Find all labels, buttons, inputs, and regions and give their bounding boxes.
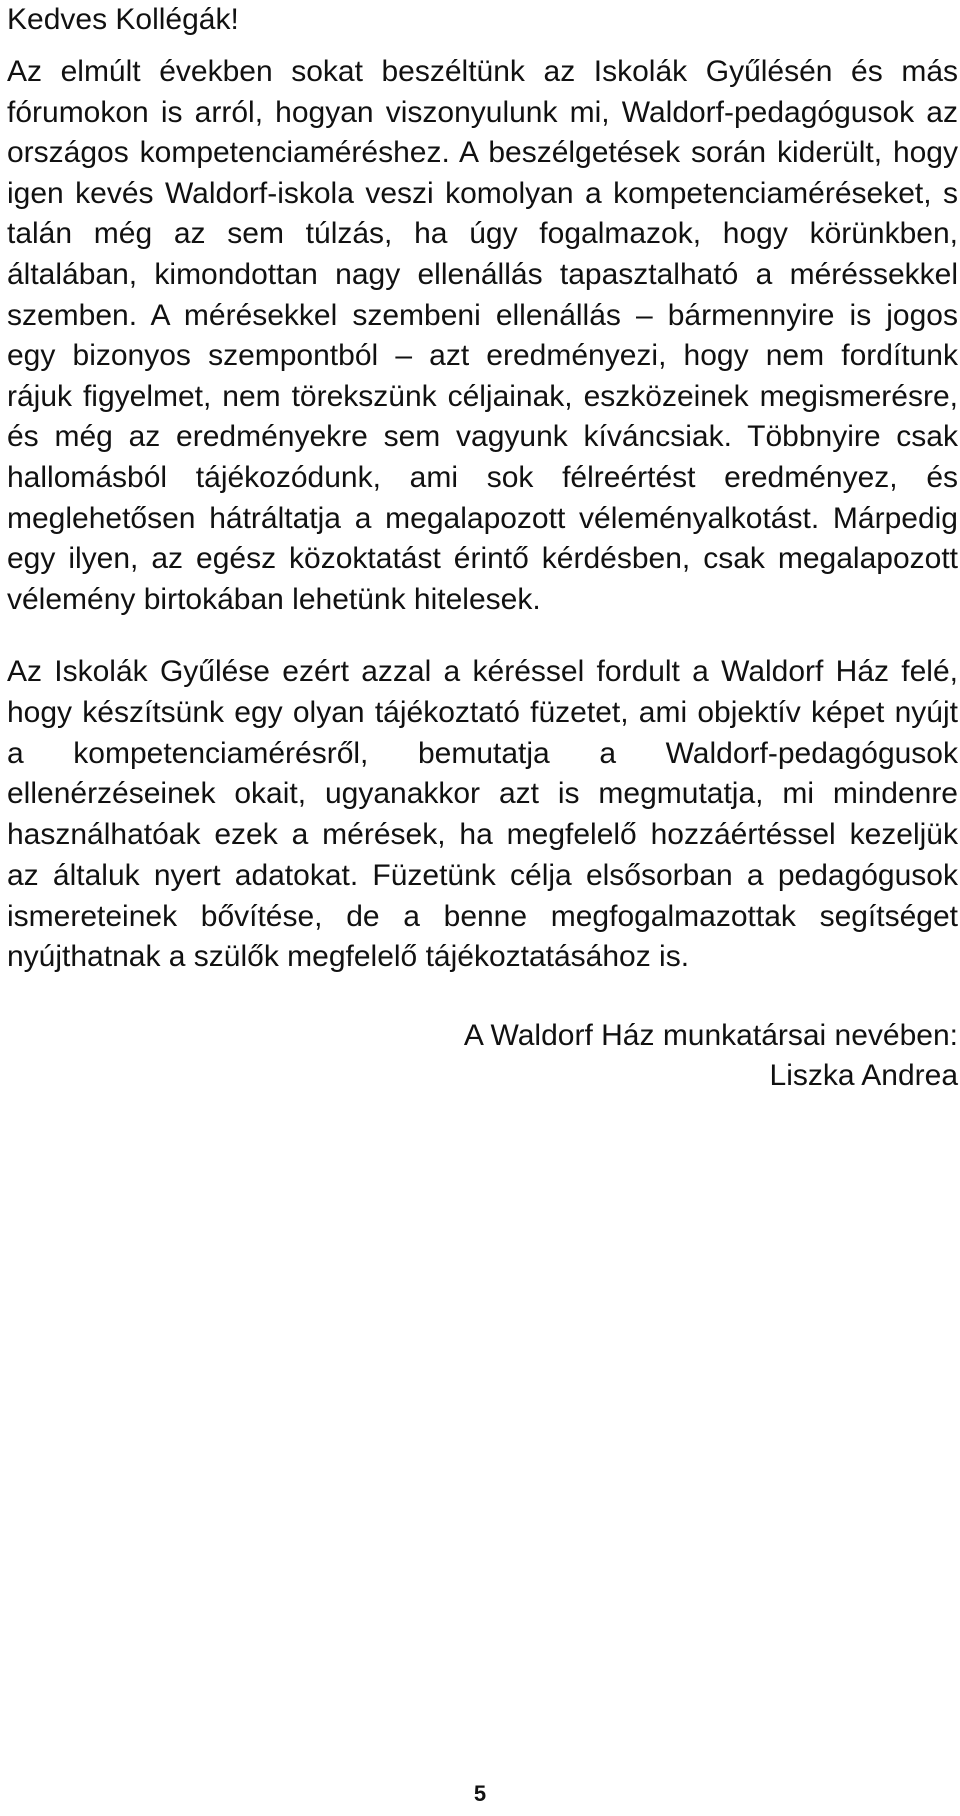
intro-paragraph: Az elmúlt években sokat beszéltünk az Iskolák Gyűlésén és más fórumokon is arról, hogyan viszonyulunk mi, Waldorf-pedagógusok az országos kompetenciaméréshez. A beszélgetések során kiderült, hogy igen kevés Waldorf-iskola veszi komolyan a kompetenciaméréseket, s talán még az sem túlzás, ha úgy fogalmazok, hogy körünkben, általában, kimondottan nagy ellenállás tapasztalható a méréssekkel szemben. A mérésekkel szembeni ellenállás – bármennyire is jogos egy bizonyos szempontból – azt eredményezi, hogy nem fordítunk rájuk figyelmet, nem törekszünk céljainak, eszközeinek megismerésre, és még az eredményekre sem vagyunk kíváncsiak. Többnyire csak hallomásból tájékozódunk, ami sok félreértést eredményez, és meglehetősen hátráltatja a megalapozott véleményalkotást. Márpedig egy ilyen, az egész közoktatást érintő kérdésben, csak megalapozott vélemény birtokában lehetünk hitelesek. <box>7 55 958 616</box>
document-page <box>7 0 958 1096</box>
page-number: 5 <box>473 1781 487 1806</box>
body-paragraph: Az Iskolák Gyűlése ezért azzal a kéréssel fordult a Waldorf Ház felé, hogy készítsünk egy olyan tájékoztató füzetet, ami objektív képet nyújt a kompetenciamérésről, bemutatja a Waldorf-pedagógusok ellenérzéseinek okait, ugyanakkor azt is megmutatja, mi mindenre használhatóak ezek a mérések, ha megfelelő hozzáértéssel kezeljük az általuk nyert adatokat. Füzetünk célja elsősorban a pedagógusok ismereteinek bővítése, de a benne megfogalmazottak segítséget nyújthatnak a szülők megfelelő tájékoztatásához is. <box>7 655 958 974</box>
greeting: Kedves Kollégák! <box>7 3 239 36</box>
signature-name: Liszka Andrea <box>769 1058 958 1092</box>
signature-line: A Waldorf Ház munkatársai nevében: <box>463 1018 958 1052</box>
signature-block <box>7 1016 958 1096</box>
